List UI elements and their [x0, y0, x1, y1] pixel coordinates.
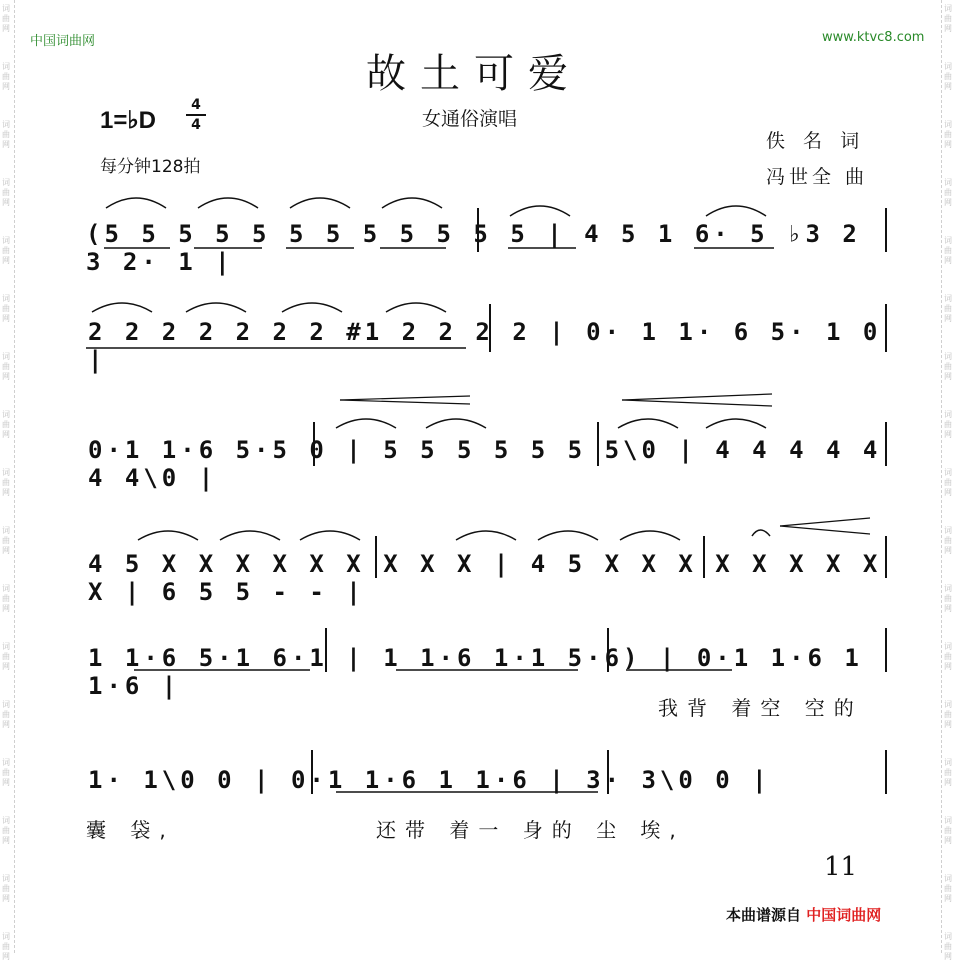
lyricist-credit: 佚 名 词 — [766, 130, 866, 152]
edge-watermark-char: 曲 — [2, 304, 10, 313]
score-line-6 — [86, 748, 896, 844]
edge-watermark-char: 曲 — [2, 768, 10, 777]
edge-watermark-char: 曲 — [2, 710, 10, 719]
edge-watermark-char: 词 — [944, 758, 952, 767]
source-site-link[interactable]: 中国词曲网 — [806, 906, 882, 924]
edge-watermark-char: 网 — [2, 894, 10, 903]
time-numerator-bottom: 4 — [186, 114, 206, 134]
edge-watermark-char: 曲 — [2, 826, 10, 835]
site-watermark-right: www.ktvc8.com — [822, 30, 925, 45]
edge-watermark-char: 网 — [944, 778, 952, 787]
edge-watermark-char: 曲 — [944, 478, 952, 487]
edge-watermark-char: 网 — [944, 604, 952, 613]
tempo-marking: 每分钟128拍 — [100, 157, 201, 177]
edge-watermark-char: 词 — [944, 584, 952, 593]
edge-watermark-char: 曲 — [2, 652, 10, 661]
edge-watermark-char: 曲 — [2, 130, 10, 139]
page-number: 11 — [824, 852, 858, 882]
edge-watermark-char: 网 — [2, 488, 10, 497]
edge-watermark-char: 曲 — [944, 72, 952, 81]
edge-watermark-char: 网 — [2, 314, 10, 323]
edge-watermark-char: 曲 — [2, 188, 10, 197]
notes-line-1: (5 5 5 5 5 5 5 5 5 5 5 5 | 4 5 1 6· 5 ♭3 2 3 2· 1 | — [86, 220, 861, 276]
edge-watermark-char: 词 — [2, 120, 10, 129]
edge-watermark-char: 曲 — [944, 246, 952, 255]
score-line-1 — [86, 186, 896, 276]
lyric-line-5: 我背 着空 空的 — [658, 696, 863, 720]
edge-watermark-char: 词 — [944, 816, 952, 825]
edge-watermark-char: 曲 — [944, 884, 952, 893]
edge-watermark-char: 词 — [944, 120, 952, 129]
edge-watermark-char: 网 — [944, 720, 952, 729]
site-watermark-left: 中国词曲网 — [30, 34, 96, 49]
edge-watermark-char: 词 — [944, 352, 952, 361]
source-credit — [726, 904, 881, 925]
source-prefix: 本曲谱源自 — [726, 906, 802, 924]
notes-line-3: 0·1 1·6 5·5 0 | 5 5 5 5 5 5 5\0 | 4 4 4 4 4 4 4\0 | — [88, 436, 882, 492]
edge-watermark-char: 网 — [944, 314, 952, 323]
edge-watermark-char: 曲 — [2, 884, 10, 893]
edge-watermark-char: 词 — [944, 4, 952, 13]
edge-watermark-char: 曲 — [944, 594, 952, 603]
edge-watermark-char: 词 — [2, 642, 10, 651]
edge-watermark-char: 曲 — [944, 710, 952, 719]
edge-watermark-char: 网 — [2, 546, 10, 555]
edge-watermark-char: 词 — [2, 526, 10, 535]
edge-watermark-char: 词 — [944, 62, 952, 71]
notes-line-2: 2 2 2 2 2 2 2 #1 2 2 2 2 | 0· 1 1· 6 5· 1 0 | — [88, 318, 882, 374]
edge-watermark-char: 曲 — [944, 14, 952, 23]
edge-watermark-char: 网 — [2, 82, 10, 91]
edge-watermark-char: 曲 — [2, 536, 10, 545]
edge-watermark-char: 曲 — [944, 304, 952, 313]
edge-watermark-char: 词 — [944, 294, 952, 303]
key-signature: 1=♭D — [100, 107, 157, 134]
edge-watermark-char: 网 — [944, 24, 952, 33]
score-line-3 — [86, 392, 896, 492]
score-line-2 — [86, 292, 896, 374]
edge-watermark-char: 网 — [2, 372, 10, 381]
edge-watermark-char: 词 — [2, 468, 10, 477]
edge-watermark-char: 曲 — [944, 942, 952, 951]
edge-watermark-char: 词 — [2, 410, 10, 419]
edge-watermark-char: 曲 — [944, 652, 952, 661]
edge-watermark-char: 词 — [2, 874, 10, 883]
edge-watermark-char: 网 — [944, 140, 952, 149]
notes-line-5: 1 1·6 5·1 6·1 | 1 1·6 1·1 5·6) | 0·1 1·6 1 1·6 | — [88, 644, 863, 700]
notes-line-4: 4 5 X X X X X X X X X | 4 5 X X X X X X X X X | 6 5 5 - - | — [88, 550, 882, 606]
edge-watermark-char: 曲 — [2, 72, 10, 81]
edge-watermark-char: 网 — [944, 546, 952, 555]
edge-watermark-char: 词 — [2, 352, 10, 361]
edge-watermark-char: 网 — [2, 24, 10, 33]
edge-watermark-char: 网 — [2, 604, 10, 613]
edge-watermark-char: 曲 — [944, 768, 952, 777]
edge-watermark-char: 网 — [2, 430, 10, 439]
edge-watermark-char: 网 — [944, 430, 952, 439]
edge-watermark-char: 网 — [2, 198, 10, 207]
score-line-5 — [86, 628, 896, 724]
edge-watermark-char: 网 — [2, 836, 10, 845]
edge-watermark-char: 曲 — [944, 826, 952, 835]
edge-watermark-char: 网 — [2, 662, 10, 671]
edge-watermark-char: 词 — [2, 584, 10, 593]
edge-watermark-char: 词 — [944, 874, 952, 883]
edge-watermark-char: 网 — [944, 952, 952, 961]
edge-watermark-char: 网 — [944, 256, 952, 265]
edge-watermark-char: 词 — [944, 236, 952, 245]
edge-watermark-char: 曲 — [2, 246, 10, 255]
edge-watermark-char: 词 — [2, 932, 10, 941]
edge-watermark-char: 网 — [2, 952, 10, 961]
edge-watermark-char: 词 — [944, 526, 952, 535]
edge-watermark-char: 曲 — [2, 14, 10, 23]
edge-watermark-char: 曲 — [944, 188, 952, 197]
edge-watermark-char: 词 — [2, 700, 10, 709]
edge-watermark-char: 词 — [944, 700, 952, 709]
edge-watermark-char: 网 — [2, 778, 10, 787]
edge-watermark-char: 曲 — [944, 130, 952, 139]
edge-watermark-char: 词 — [2, 758, 10, 767]
edge-watermark-char: 曲 — [2, 942, 10, 951]
time-signature — [186, 96, 206, 134]
lyric-line-6-end: 还带 着一 身的 尘 埃, — [376, 818, 685, 842]
performer-note: 女通俗演唱 — [422, 108, 518, 130]
notes-line-6: 1· 1\0 0 | 0·1 1·6 1 1·6 | 3· 3\0 0 | — [88, 766, 771, 794]
edge-watermark-char: 网 — [944, 662, 952, 671]
song-title: 故土可爱 — [366, 51, 582, 97]
edge-watermark-char: 曲 — [944, 420, 952, 429]
edge-watermark-char: 网 — [2, 720, 10, 729]
edge-watermark-char: 网 — [944, 82, 952, 91]
edge-watermark-char: 词 — [944, 932, 952, 941]
edge-watermark-char: 曲 — [2, 478, 10, 487]
time-numerator: 4 — [191, 97, 201, 113]
edge-watermark-char: 词 — [2, 62, 10, 71]
score-line-4 — [86, 514, 896, 606]
lyric-line-6-start: 囊 袋, — [86, 818, 175, 842]
edge-watermark-char: 词 — [2, 178, 10, 187]
composer-credit: 冯世全 曲 — [766, 166, 869, 188]
edge-watermark-char: 网 — [2, 256, 10, 265]
edge-watermark-char: 词 — [2, 294, 10, 303]
edge-watermark-char: 网 — [944, 836, 952, 845]
edge-watermark-char: 网 — [944, 488, 952, 497]
edge-watermark-char: 曲 — [2, 594, 10, 603]
edge-watermark-char: 网 — [944, 372, 952, 381]
edge-watermark-char: 曲 — [2, 362, 10, 371]
edge-watermark-char: 网 — [944, 894, 952, 903]
edge-watermark-char: 词 — [2, 4, 10, 13]
edge-watermark-char: 词 — [944, 468, 952, 477]
edge-watermark-char: 网 — [2, 140, 10, 149]
edge-watermark-char: 曲 — [944, 536, 952, 545]
edge-watermark-char: 曲 — [2, 420, 10, 429]
edge-watermark-char: 词 — [944, 410, 952, 419]
edge-watermark-char: 网 — [944, 198, 952, 207]
edge-watermark-char: 词 — [944, 642, 952, 651]
edge-watermark-char: 词 — [2, 236, 10, 245]
edge-watermark-char: 词 — [2, 816, 10, 825]
edge-watermark-char: 曲 — [944, 362, 952, 371]
edge-watermark-char: 词 — [944, 178, 952, 187]
